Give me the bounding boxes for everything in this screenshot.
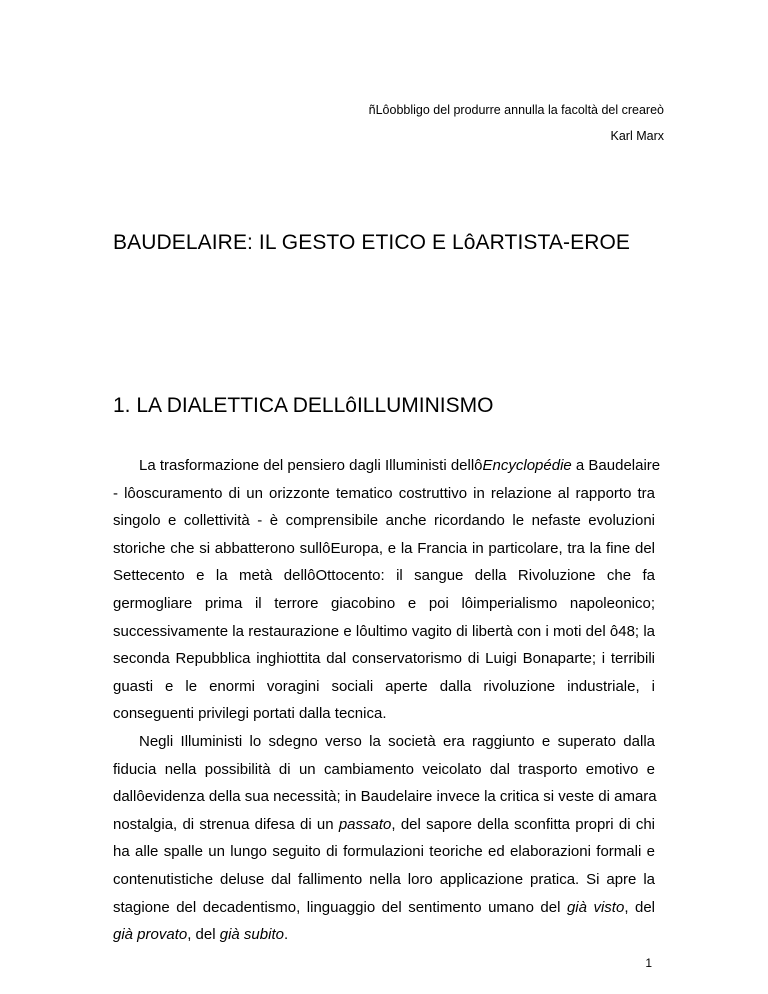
italic-word: già visto	[566, 898, 625, 916]
text-line: dallôevidenza della sua necessità; in Baudelaire invece la critica si veste di amara	[113, 788, 657, 806]
chapter-title: BAUDELAIRE: IL GESTO ETICO E LôARTISTA-EROE	[113, 231, 630, 254]
italic-title: Encyclopédie	[482, 457, 572, 474]
body-text	[113, 452, 661, 949]
text-line: già provato, del già subito.	[113, 926, 289, 944]
text-line: conseguenti privilegi portati dalla tecnica.	[113, 705, 387, 723]
italic-word: già provato	[113, 926, 188, 944]
italic-word: passato	[338, 815, 392, 833]
section-title: 1. LA DIALETTICA DELLôILLUMINISMO	[113, 394, 494, 417]
epigraph-author: Karl Marx	[610, 129, 664, 143]
text-line: Settecento e la metà dellôOttocento: il sangue della Rivoluzione che fa	[113, 567, 655, 585]
text-line: storiche che si abbatterono sullôEuropa, e la Francia in particolare, tra la fine del	[113, 539, 655, 557]
text-line: fiducia nella possibilità di un cambiamento veicolato dal trasporto emotivo e	[113, 760, 655, 778]
text-line: successivamente la restaurazione e lôultimo vagito di libertà con i moti del ô48; la	[113, 622, 655, 640]
text-line: contenutistiche deluse dal fallimento nella loro applicazione pratica. Si apre la	[113, 870, 655, 888]
text-line: ha alle spalle un lungo seguito di formulazioni teoriche ed elaborazioni formali e	[113, 843, 655, 861]
text-line: guasti e le enormi voragini sociali aperte dalla rivoluzione industriale, i	[113, 677, 655, 695]
text-line: singolo e collettività - è comprensibile anche ricordando le nefaste evoluzioni	[113, 512, 655, 530]
paragraph-2	[113, 728, 655, 949]
text-line: stagione del decadentismo, linguaggio del sentimento umano del già visto, del	[113, 898, 655, 916]
text-line: La trasformazione del pensiero dagli Illuministi dellôEncyclopédie a Baudelaire	[139, 457, 661, 474]
text-line: germogliare prima il terrore giacobino e poi lôimperialismo napoleonico;	[113, 594, 655, 612]
text-line: Negli Illuministi lo sdegno verso la società era raggiunto e superato dalla	[139, 732, 655, 750]
paragraph-1	[113, 452, 661, 728]
page-number: 1	[645, 956, 652, 970]
epigraph-quote: ñLôobbligo del produrre annulla la facoltà del creareò	[368, 103, 664, 117]
italic-word: già subito	[219, 926, 284, 944]
text-line: seconda Repubblica inghiottita dal conservatorismo di Luigi Bonaparte; i terribili	[113, 650, 655, 668]
text-line: nostalgia, di strenua difesa di un passato, del sapore della sconfitta propri di chi	[113, 815, 655, 833]
epigraph	[369, 97, 664, 149]
text-line: - lôoscuramento di un orizzonte tematico costruttivo in relazione al rapporto tra	[113, 484, 655, 502]
